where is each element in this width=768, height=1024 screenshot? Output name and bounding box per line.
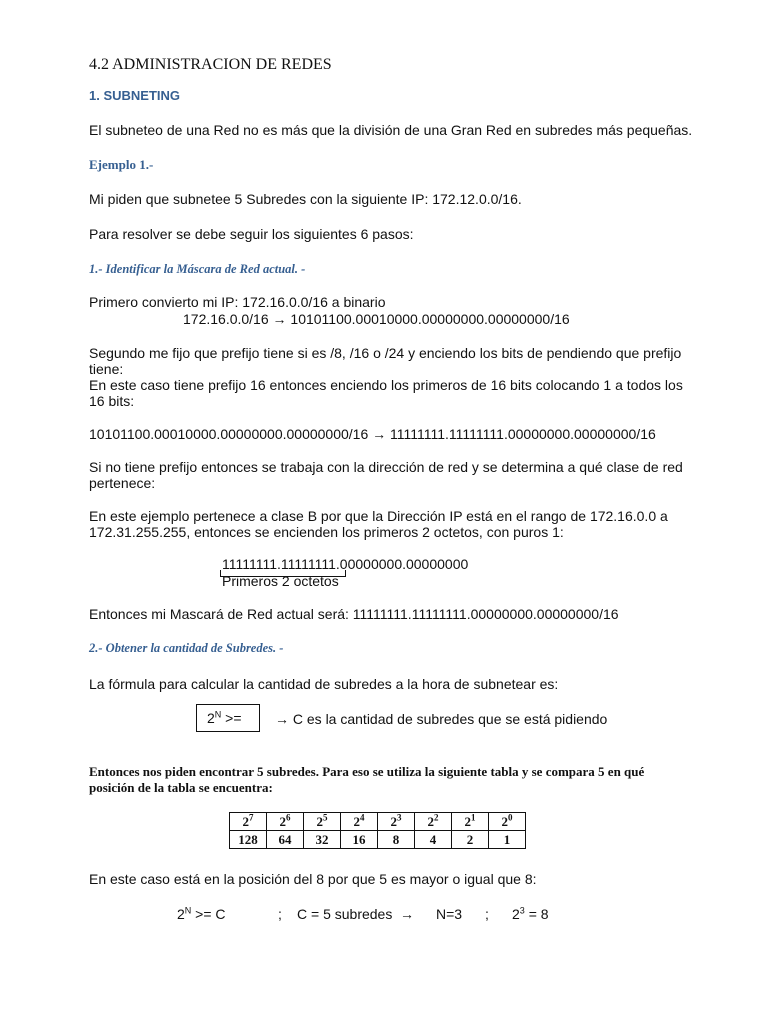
table-cell: 2 bbox=[452, 831, 489, 849]
table-cell: 32 bbox=[304, 831, 341, 849]
paragraph: En este ejemplo pertenece a clase B por que la Dirección IP está en el rango de 172.16.0.0 a bbox=[89, 508, 668, 524]
paragraph: Si no tiene prefijo entonces se trabaja con la dirección de red y se determina a qué clase de red bbox=[89, 459, 683, 475]
table-cell: $2^4$ bbox=[341, 813, 378, 831]
final-formula-3: N=3 bbox=[436, 906, 463, 922]
arrow-icon: → bbox=[400, 906, 414, 922]
paragraph-bold: Entonces nos piden encontrar 5 subredes. Para eso se utiliza la siguiente tabla y se compara 5 en qué bbox=[89, 764, 645, 779]
paragraph-bold-continued: posición de la tabla se encuentra: bbox=[89, 780, 273, 795]
table-cell: 8 bbox=[378, 831, 415, 849]
section-title-subneting: 1. SUBNETING bbox=[89, 88, 181, 103]
paragraph: En este caso está en la posición del 8 por que 5 es mayor o igual que 8: bbox=[89, 871, 537, 887]
final-formula-1: $2^N >= C$ bbox=[177, 905, 226, 922]
paragraph-continued: 172.31.255.255, entonces se encienden los primeros 2 octetos, con puros 1: bbox=[89, 524, 564, 540]
table-cell: $2^7$ bbox=[230, 813, 267, 831]
formula-base: 2 bbox=[207, 710, 215, 726]
separator: ; bbox=[485, 906, 489, 922]
binary-mask-conversion: 10101100.00010000.00000000.00000000/16 → 11111111.11111111.00000000.00000000/16 bbox=[89, 426, 656, 442]
paragraph: Entonces mi Mascará de Red actual será: 11111111.11111111.00000000.00000000/16 bbox=[89, 606, 619, 622]
paragraph-continued: 16 bits: bbox=[89, 393, 135, 409]
paragraph: El subneteo de una Red no es más que la división de una Gran Red en subredes más pequeñas. bbox=[89, 122, 693, 138]
paragraph: En este caso tiene prefijo 16 entonces enciendo los primeros de 16 bits colocando 1 a todos los bbox=[89, 377, 683, 393]
mask-bits: 11111111.11111111.00000000.00000000 bbox=[222, 556, 469, 572]
table-row-powers bbox=[230, 813, 526, 831]
table-cell: 128 bbox=[230, 831, 267, 849]
formula-box bbox=[196, 704, 260, 732]
table-cell: $2^5$ bbox=[304, 813, 341, 831]
paragraph-continued: tiene: bbox=[89, 361, 124, 377]
step-title: 1.- Identificar la Máscara de Red actual. - bbox=[89, 262, 306, 276]
paragraph: Para resolver se debe seguir los siguientes 6 pasos: bbox=[89, 226, 414, 242]
table-cell: 4 bbox=[415, 831, 452, 849]
step-title: 2.- Obtener la cantidad de Subredes. - bbox=[89, 641, 284, 655]
final-formula-2: C = 5 subredes bbox=[297, 906, 393, 922]
paragraph: Primero convierto mi IP: 172.16.0.0/16 a binario bbox=[89, 294, 386, 310]
formula-operator: >= bbox=[221, 710, 242, 726]
table-cell: 64 bbox=[267, 831, 304, 849]
paragraph: Segundo me fijo que prefijo tiene si es /8, /16 o /24 y enciendo los bits de pendiendo que prefijo bbox=[89, 345, 682, 361]
table-cell: $2^1$ bbox=[452, 813, 489, 831]
example-title: Ejemplo 1.- bbox=[89, 157, 154, 172]
final-formula-4: $2^3 = 8$ bbox=[512, 905, 549, 922]
table-row-values bbox=[230, 831, 526, 849]
table-cell: $2^3$ bbox=[378, 813, 415, 831]
binary-conversion: 172.16.0.0/16 → 10101100.00010000.00000000.00000000/16 bbox=[183, 311, 570, 327]
paragraph-continued: pertenece: bbox=[89, 475, 156, 491]
formula-description: → C es la cantidad de subredes que se está pidiendo bbox=[275, 711, 608, 727]
table-cell: $2^2$ bbox=[415, 813, 452, 831]
separator: ; bbox=[278, 906, 282, 922]
table-cell: $2^0$ bbox=[489, 813, 526, 831]
powers-table bbox=[229, 812, 526, 849]
table-cell: 16 bbox=[341, 831, 378, 849]
table-cell: $2^6$ bbox=[267, 813, 304, 831]
formula-exponent: N bbox=[214, 709, 222, 720]
brace-label: Primeros 2 octetos bbox=[222, 573, 339, 589]
paragraph: La fórmula para calcular la cantidad de subredes a la hora de subnetear es: bbox=[89, 676, 559, 692]
page-heading: 4.2 ADMINISTRACION DE REDES bbox=[89, 56, 332, 73]
table-cell: 1 bbox=[489, 831, 526, 849]
paragraph: Mi piden que subnetee 5 Subredes con la siguiente IP: 172.12.0.0/16. bbox=[89, 191, 522, 207]
